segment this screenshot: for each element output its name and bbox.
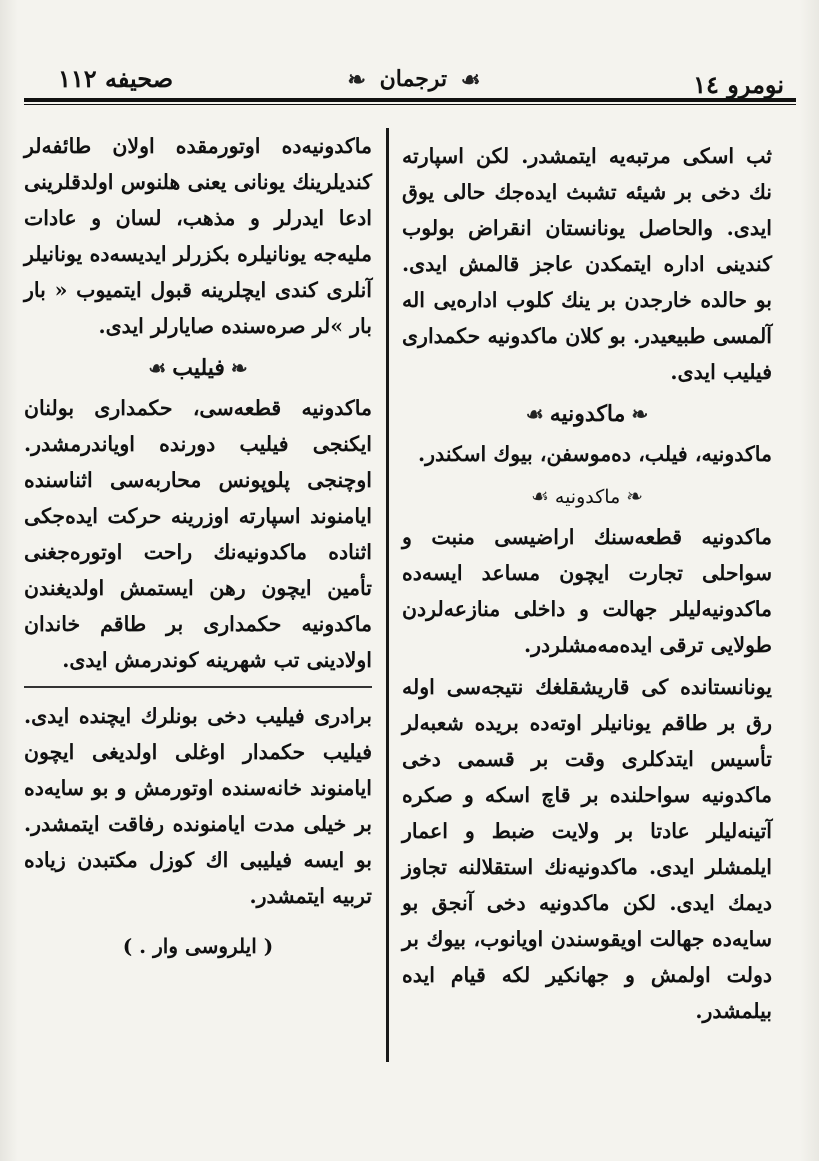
left-paragraph-1: ماکدونیه‌ده اوتورمقده اولان طائفه‌لر کندیلرینك یونانی یعنی هلنوس اولدقلرینی ادعا ایدرلر و مذهب، لسان و عادات ملیه‌جه یونانیلره بکزرلر ایدیسه‌ده یونانیلر آنلری کندی ایچلرینه قبول ایتمیوب « بار بار »لر صره‌سنده صایارلر ایدی.	[24, 134, 372, 338]
ornament-icon: ☙	[530, 484, 549, 508]
right-paragraph-1: ثب اسکی مرتبه‌یه ایتمشدر. لکن اسپارته نك دخی بر شیئه تشبث ایده‌جك حالی یوق ایدی. والحاصل یونانستان انقراض بولوب کندینی اداره ایتمکدن عاجز قالمش ایدی. بو حالده خارجدن بر ینك کلوب اداره‌یی اله آلمسی طبیعیدر. بو کلان ماکدونیه حکمداری فیلیب ایدی.	[402, 144, 772, 384]
ornament-icon: ❧	[626, 484, 644, 508]
newspaper-title: ترجمان	[379, 66, 448, 92]
header-rule	[24, 98, 796, 105]
to-be-continued-note: ( ایلروسی وار . )	[122, 934, 274, 958]
left-column	[24, 128, 372, 964]
subsection-heading-macedonia	[402, 478, 772, 515]
section-heading-macedonia	[402, 396, 772, 432]
right-paragraph-4: یونانستانده کی قاریشقلغك نتیجه‌سی اوله رق بر طاقم یونانیلر اوته‌ده بریده شعبه‌لر تأسیس ایتدکلری وقت بر قسمی دخی ماکدونیه سواحلنده بر قاچ اسکه و صکره آتینه‌لیلر عادتا بر ولایت ضبط و اعمار ایلمشلر ایدی. ماکدونیه‌نك استقلالنه تجاوز دیمك ایدی. لکن ماکدونیه دخی آنجق بو سایه‌ده جهالت اویقوسندن اویانوب، بیوك بر دولت اولمش و جهانکیر لکه قیام ایده بیلمشدر.	[402, 675, 772, 1023]
page-number: صحیفه ١١٢	[58, 64, 174, 93]
ornament-icon: ❧	[347, 67, 366, 93]
ornament-icon: ☙	[148, 356, 167, 380]
ornament-icon: ❧	[230, 356, 248, 380]
heading-text: ماکدونیه	[554, 486, 621, 508]
heading-text: فیلیب	[172, 355, 225, 381]
issue-number: نومرو ١٤	[693, 70, 784, 99]
right-paragraph-2: ماکدونیه، فیلب، ده‌موسفن، بیوك اسکندر.	[418, 442, 772, 466]
left-paragraph-2: ماکدونیه قطعه‌سی، حکمداری بولنان ایکنجی فیلیب دورنده اویاندرمشدر. اوچنجی پلوپونس محاربه‌سی اثناسنده ایامنوند اسپارته اوزرینه حرکت ایده‌جکی اثناده ماکدونیه‌نك راحت اوتوره‌جغنی تأمین ایچون رهن ایستمش اولدیغندن ماکدونیه حکمداری بر طاقم خاندان اولادینی تب شهرینه کوندرمش ایدی.	[24, 396, 372, 672]
ornament-icon: ☙	[460, 67, 481, 93]
ornament-icon: ❧	[631, 402, 649, 426]
right-column	[402, 138, 772, 1035]
column-divider	[386, 128, 389, 1062]
left-paragraph-3: برادری فیلیب دخی بونلرك ایچنده ایدی. فیلیب حکمدار اوغلی اولدیغی ایچون ایامنوند خانه‌سنده اوتورمش و بو سایه‌ده بر خیلی مدت ایامنونده رفاقت ایتمشدر. بو ایسه فیلیبی اك کوزل مکتبدن زیاده تربیه ایتمشدر.	[24, 704, 372, 908]
newspaper-title-block	[314, 66, 514, 93]
right-paragraph-3: ماکدونیه قطعه‌سنك اراضیسی منبت و سواحلی تجارت ایچون مساعد ایسه‌ده ماکدونیه‌لیلر جهالت و داخلی منازعه‌لردن طولایی ترقی ایده‌مه‌مشلردر.	[402, 525, 772, 657]
heading-text: ماکدونیه	[549, 401, 626, 427]
ornament-icon: ☙	[525, 402, 544, 426]
paragraph-separator	[24, 686, 372, 688]
section-heading-philip	[24, 350, 372, 386]
